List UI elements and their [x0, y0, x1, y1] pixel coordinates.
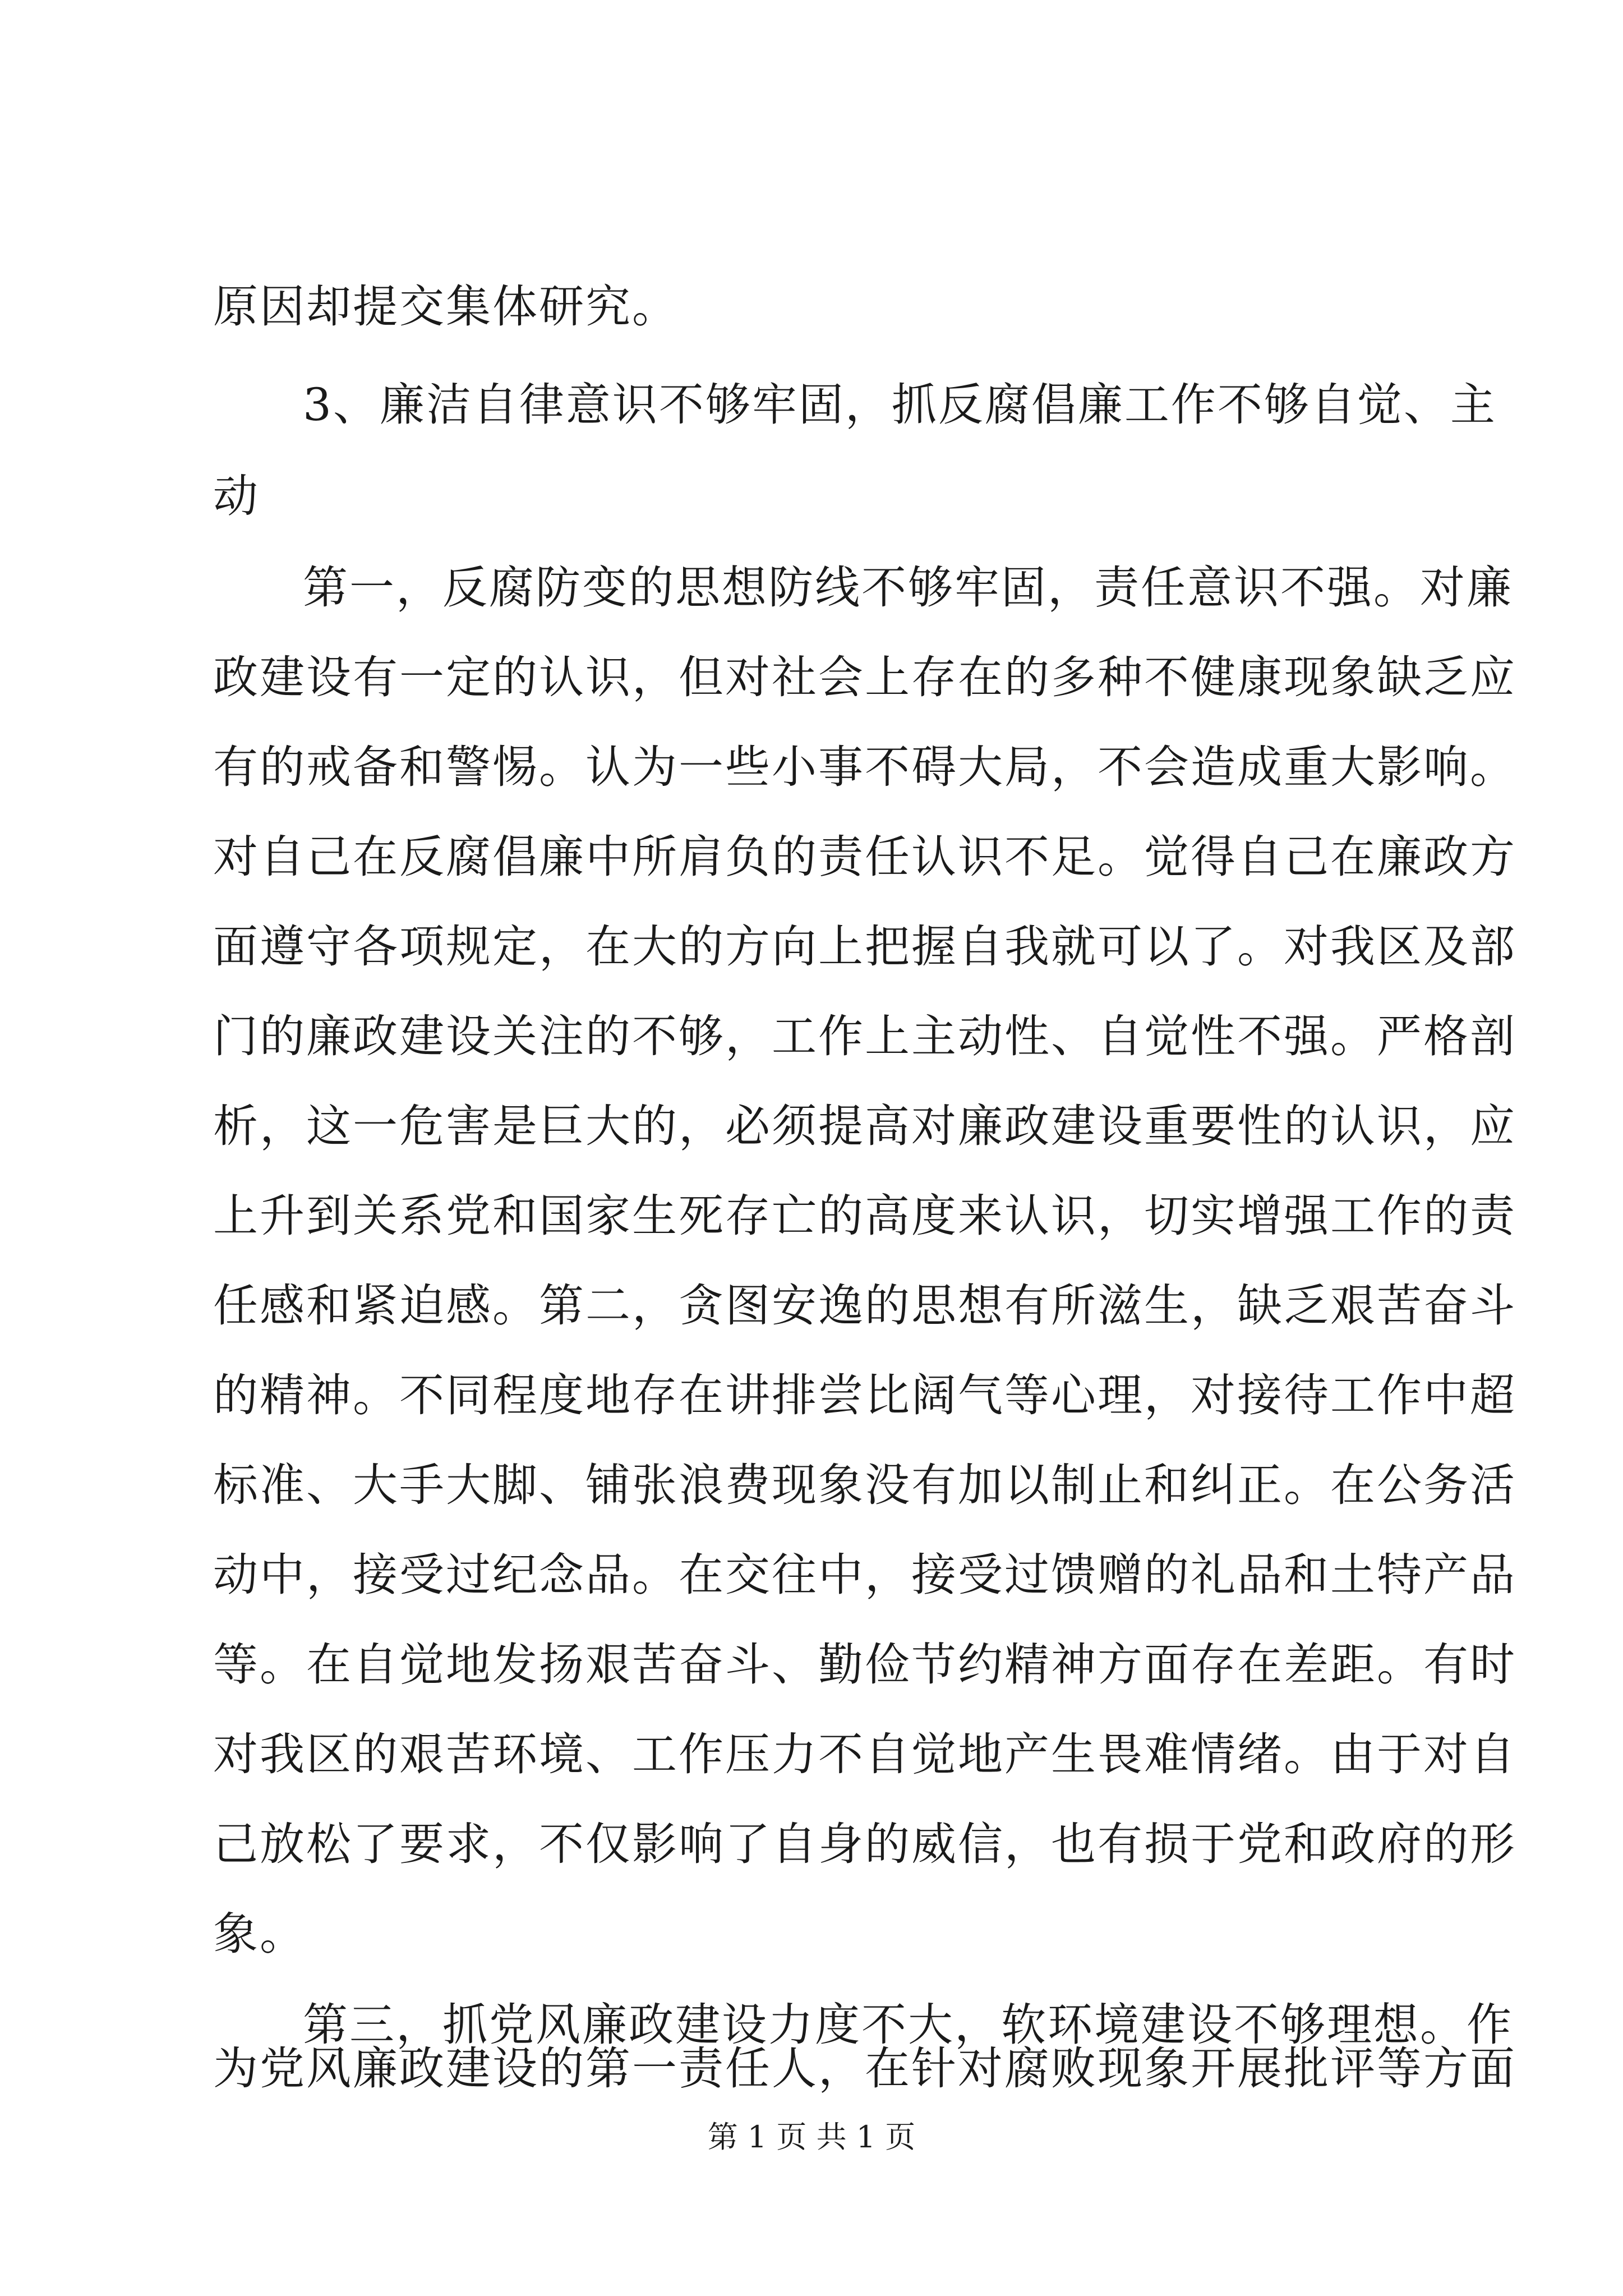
- text-line: 对我区的艰苦环境、工作压力不自觉地产生畏难情绪。由于对自: [213, 1728, 1516, 1780]
- text-line: 上升到关系党和国家生死存亡的高度来认识，切实增强工作的责: [213, 1190, 1516, 1242]
- text-line: 析，这一危害是巨大的，必须提高对廉政建设重要性的认识，应: [213, 1100, 1516, 1152]
- text-line: 象。: [213, 1908, 306, 1960]
- text-line: 动中，接受过纪念品。在交往中，接受过馈赠的礼品和土特产品: [213, 1549, 1516, 1601]
- text-line: 政建设有一定的认识，但对社会上存在的多种不健康现象缺乏应: [213, 651, 1516, 703]
- text-line: 为党风廉政建设的第一责任人，在针对腐败现象开展批评等方面: [213, 2042, 1516, 2095]
- text-line: 任感和紧迫感。第二，贪图安逸的思想有所滋生，缺乏艰苦奋斗: [213, 1280, 1516, 1332]
- text-line: 的精神。不同程度地存在讲排尝比阔气等心理，对接待工作中超: [213, 1369, 1516, 1421]
- text-line: 等。在自觉地发扬艰苦奋斗、勤俭节约精神方面存在差距。有时: [213, 1639, 1516, 1691]
- text-line: 原因却提交集体研究。: [213, 280, 679, 333]
- text-line: 己放松了要求，不仅影响了自身的威信，也有损于党和政府的形: [213, 1818, 1516, 1870]
- text-line: 标准、大手大脚、铺张浪费现象没有加以制止和纠正。在公务活: [213, 1459, 1516, 1511]
- page-footer: 第 1 页 共 1 页: [707, 2119, 916, 2155]
- text-line: 有的戒备和警惕。认为一些小事不碍大局，不会造成重大影响。: [213, 741, 1516, 793]
- text-line: 3、廉洁自律意识不够牢固，抓反腐倡廉工作不够自觉、主: [303, 379, 1497, 431]
- text-line: 面遵守各项规定，在大的方向上把握自我就可以了。对我区及部: [213, 921, 1516, 973]
- text-line: 第一，反腐防变的思想防线不够牢固，责任意识不强。对廉: [303, 562, 1513, 614]
- text-line: 动: [213, 470, 260, 522]
- text-line: 第三，抓党风廉政建设力度不大，软环境建设不够理想。作: [303, 1999, 1513, 2051]
- text-line: 门的廉政建设关注的不够，工作上主动性、自觉性不强。严格剖: [213, 1010, 1516, 1062]
- text-line: 对自己在反腐倡廉中所肩负的责任认识不足。觉得自己在廉政方: [213, 831, 1516, 883]
